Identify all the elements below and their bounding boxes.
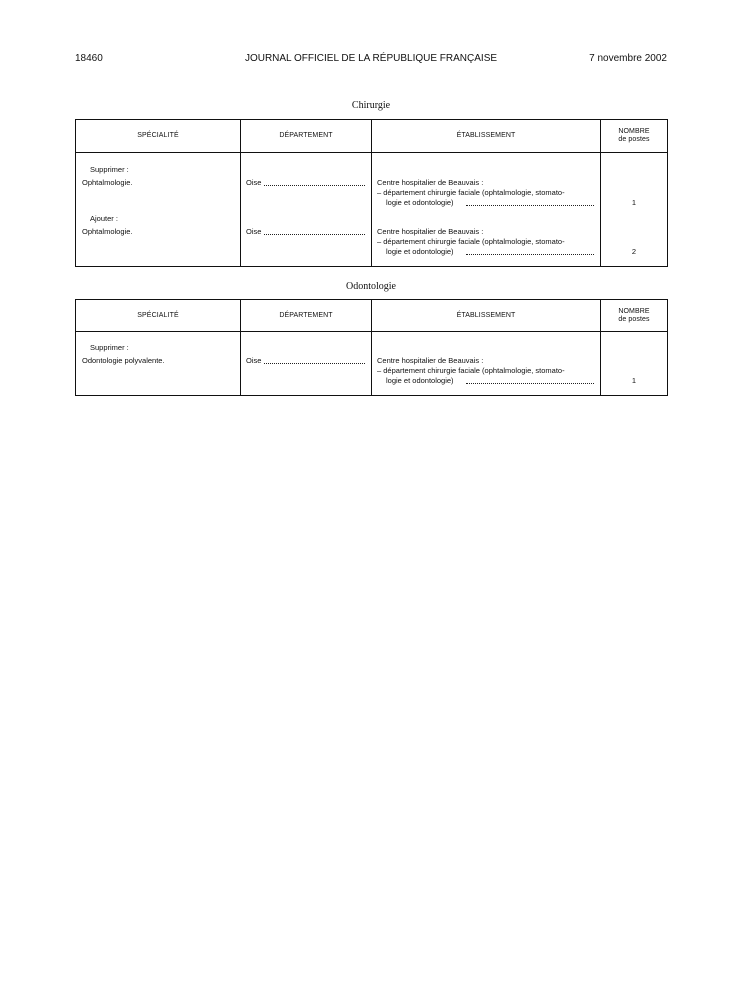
etablissement-name: Centre hospitalier de Beauvais : <box>377 356 484 365</box>
column-header-etablissement: ÉTABLISSEMENT <box>372 300 601 332</box>
column-header-etablissement: ÉTABLISSEMENT <box>372 120 601 153</box>
table-chirurgie <box>75 119 668 267</box>
specialite-name: Ophtalmologie. <box>82 178 133 187</box>
table-body-row <box>76 332 668 396</box>
column-header-departement: DÉPARTEMENT <box>241 120 372 153</box>
dotted-leader <box>466 254 594 255</box>
specialite-name: Odontologie polyvalente. <box>82 356 165 365</box>
action-label: Supprimer : <box>90 165 129 174</box>
etablissement-detail: – département chirurgie faciale (ophtalmologie, stomato- <box>377 366 565 375</box>
dotted-leader <box>466 383 594 384</box>
table-odontologie <box>75 299 668 396</box>
column-header-nombre-line2: de postes <box>618 136 650 143</box>
departement-name: Oise <box>246 356 262 365</box>
column-header-nombre <box>601 120 668 153</box>
etablissement-cell <box>372 153 601 267</box>
table-header-row <box>76 120 668 153</box>
specialite-cell <box>76 153 241 267</box>
column-header-specialite: SPÉCIALITÉ <box>76 120 241 153</box>
dotted-leader <box>264 185 365 186</box>
specialite-cell <box>76 332 241 396</box>
departement-cell <box>241 332 372 396</box>
etablissement-name: Centre hospitalier de Beauvais : <box>377 178 484 187</box>
etablissement-name: Centre hospitalier de Beauvais : <box>377 227 484 236</box>
dotted-leader <box>264 234 365 235</box>
nombre-value: 1 <box>631 376 637 385</box>
column-header-nombre-line2: de postes <box>618 315 650 323</box>
journal-title: JOURNAL OFFICIEL DE LA RÉPUBLIQUE FRANÇAISE <box>244 53 498 64</box>
column-header-nombre-line1: NOMBRE <box>618 307 650 315</box>
page-number: 18460 <box>75 53 103 64</box>
table-body-row <box>76 153 668 267</box>
departement-cell <box>241 153 372 267</box>
table-header-row <box>76 300 668 332</box>
specialite-name: Ophtalmologie. <box>82 227 133 236</box>
nombre-value: 2 <box>631 247 637 256</box>
column-header-nombre-line1: NOMBRE <box>618 128 650 135</box>
nombre-cell <box>601 332 668 396</box>
etablissement-detail: – département chirurgie faciale (ophtalmologie, stomato- <box>377 188 565 197</box>
etablissement-cell <box>372 332 601 396</box>
section-title-odontologie: Odontologie <box>346 281 396 292</box>
etablissement-detail: – département chirurgie faciale (ophtalmologie, stomato- <box>377 237 565 246</box>
action-label: Ajouter : <box>90 214 118 223</box>
nombre-value: 1 <box>631 198 637 207</box>
nombre-cell <box>601 153 668 267</box>
action-label: Supprimer : <box>90 343 129 352</box>
etablissement-detail: logie et odontologie) <box>386 198 454 207</box>
dotted-leader <box>264 363 365 364</box>
publication-date: 7 novembre 2002 <box>589 53 667 64</box>
page-header <box>75 53 667 67</box>
etablissement-detail: logie et odontologie) <box>386 247 454 256</box>
section-title-chirurgie: Chirurgie <box>351 100 391 111</box>
departement-name: Oise <box>246 227 262 236</box>
column-header-departement: DÉPARTEMENT <box>241 300 372 332</box>
column-header-specialite: SPÉCIALITÉ <box>76 300 241 332</box>
dotted-leader <box>466 205 594 206</box>
column-header-nombre <box>601 300 668 332</box>
departement-name: Oise <box>246 178 262 187</box>
etablissement-detail: logie et odontologie) <box>386 376 454 385</box>
